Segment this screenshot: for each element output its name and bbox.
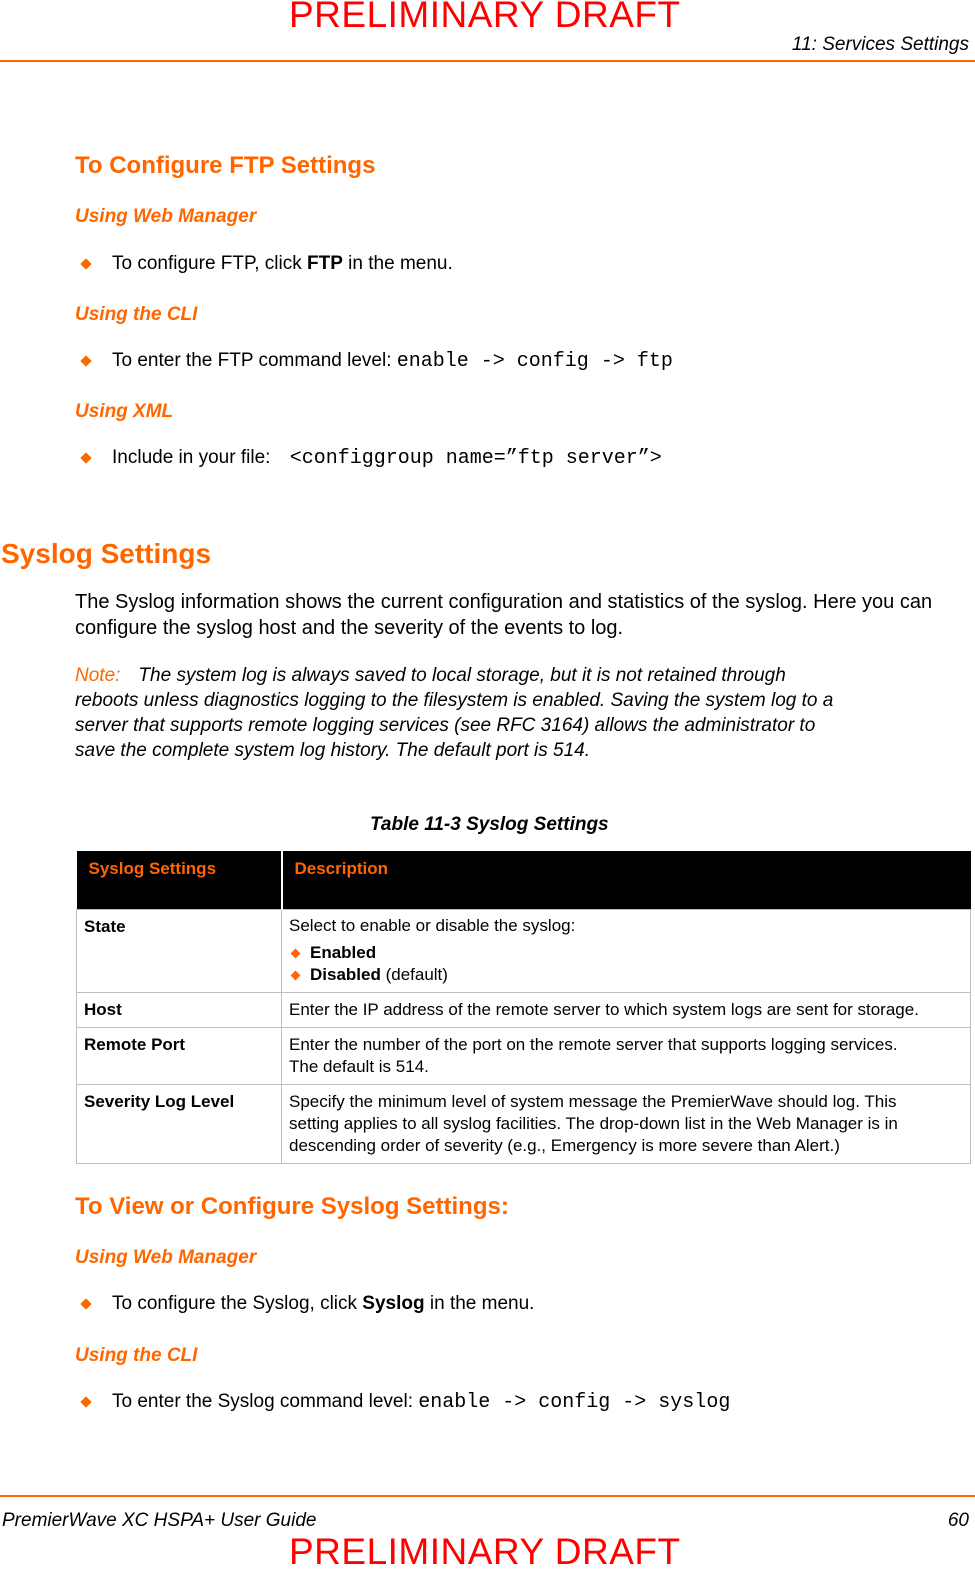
- view-web-text: To configure the Syslog, click: [112, 1293, 363, 1314]
- row-host-name: Host: [77, 992, 282, 1027]
- note-line2: reboots unless diagnostics logging to the filesystem is enabled. Saving the system log to a: [75, 690, 834, 711]
- row-state-desc: [282, 909, 971, 992]
- view-cli-bullet: [112, 1391, 730, 1414]
- view-section-title: To View or Configure Syslog Settings:: [75, 1193, 509, 1220]
- table-row: [77, 909, 971, 992]
- row-port-desc: [282, 1027, 971, 1084]
- diamond-bullet-icon: [291, 948, 301, 958]
- option-disabled-suffix: (default): [380, 964, 448, 984]
- view-cli-heading: Using the CLI: [75, 1345, 198, 1366]
- ftp-xml-text: Include in your file:: [112, 447, 276, 468]
- syslog-intro: [75, 589, 970, 641]
- row-state-name: State: [77, 909, 282, 992]
- ftp-cli-heading: Using the CLI: [75, 304, 198, 325]
- view-cli-text: To enter the Syslog command level:: [112, 1391, 419, 1412]
- ftp-xml-bullet: [112, 447, 662, 470]
- view-web-bullet: [112, 1293, 534, 1315]
- severity-desc-line2: setting applies to all syslog facilities. The drop-down list in the Web Manager is in: [289, 1113, 898, 1133]
- severity-desc-line3: descending order of severity (e.g., Emergency is more severe than Alert.): [289, 1135, 840, 1155]
- column-header-setting: Syslog Settings: [77, 851, 282, 909]
- row-severity-desc: [282, 1084, 971, 1163]
- port-desc-line2: The default is 514.: [289, 1056, 429, 1076]
- view-web-heading: Using Web Manager: [75, 1247, 257, 1268]
- running-header: 11: Services Settings: [791, 34, 969, 55]
- ftp-cli-bullet: [112, 350, 673, 373]
- row-port-name: Remote Port: [77, 1027, 282, 1084]
- diamond-bullet-icon: [80, 452, 91, 463]
- footer-guide-title: PremierWave XC HSPA+ User Guide: [2, 1510, 317, 1531]
- table-row: [77, 992, 971, 1027]
- header-rule: [0, 60, 975, 62]
- ftp-xml-heading: Using XML: [75, 401, 174, 422]
- syslog-note: [75, 663, 935, 763]
- column-header-description: Description: [282, 851, 971, 909]
- ftp-cli-text: To enter the FTP command level:: [112, 350, 397, 371]
- note-line3: server that supports remote logging services (see RFC 3164) allows the administrator to: [75, 715, 816, 736]
- ftp-section-title: To Configure FTP Settings: [75, 152, 376, 179]
- state-desc-text: Select to enable or disable the syslog:: [289, 915, 576, 935]
- ftp-menu-item: FTP: [307, 253, 343, 274]
- option-disabled-label: Disabled: [310, 964, 381, 984]
- diamond-bullet-icon: [291, 970, 301, 980]
- note-line1: The system log is always saved to local storage, but it is not retained through: [138, 665, 786, 686]
- ftp-web-bullet: [112, 253, 453, 275]
- option-enabled: [289, 942, 963, 964]
- ftp-xml-code: <configgroup name=”ftp server”>: [289, 447, 662, 470]
- syslog-intro-line2: configure the syslog host and the severity of the events to log.: [75, 617, 624, 639]
- table-row: [77, 1084, 971, 1163]
- view-cli-command: enable -> config -> syslog: [418, 1391, 731, 1414]
- severity-desc-line1: Specify the minimum level of system message the PremierWave should log. This: [289, 1091, 897, 1111]
- table-row: [77, 1027, 971, 1084]
- row-host-desc: Enter the IP address of the remote server to which system logs are sent for storage.: [282, 992, 971, 1027]
- footer-rule: [0, 1495, 975, 1497]
- note-label: Note:: [75, 665, 121, 686]
- diamond-bullet-icon: [80, 1298, 91, 1309]
- diamond-bullet-icon: [80, 355, 91, 366]
- ftp-cli-command: enable -> config -> ftp: [396, 350, 673, 373]
- watermark-top: PRELIMINARY DRAFT: [289, 0, 681, 35]
- port-desc-line1: Enter the number of the port on the remote server that supports logging services.: [289, 1034, 898, 1054]
- view-web-suffix: in the menu.: [424, 1293, 535, 1314]
- ftp-web-suffix: in the menu.: [342, 253, 453, 274]
- option-enabled-label: Enabled: [310, 942, 377, 962]
- ftp-web-heading: Using Web Manager: [75, 206, 257, 227]
- syslog-settings-table: [76, 851, 971, 1164]
- syslog-menu-item: Syslog: [362, 1293, 425, 1314]
- footer-page-number: 60: [947, 1510, 969, 1531]
- option-disabled: [289, 964, 963, 986]
- diamond-bullet-icon: [80, 258, 91, 269]
- ftp-web-text: To configure FTP, click: [112, 253, 308, 274]
- note-line4: save the complete system log history. The default port is 514.: [75, 740, 591, 761]
- diamond-bullet-icon: [80, 1396, 91, 1407]
- watermark-bottom: PRELIMINARY DRAFT: [289, 1531, 681, 1572]
- row-severity-name: Severity Log Level: [77, 1084, 282, 1163]
- syslog-intro-line1: The Syslog information shows the current configuration and statistics of the syslog. Here you can: [75, 591, 933, 613]
- syslog-section-title: Syslog Settings: [1, 538, 212, 569]
- table-caption: Table 11-3 Syslog Settings: [370, 814, 609, 835]
- table-header-row: [77, 851, 971, 909]
